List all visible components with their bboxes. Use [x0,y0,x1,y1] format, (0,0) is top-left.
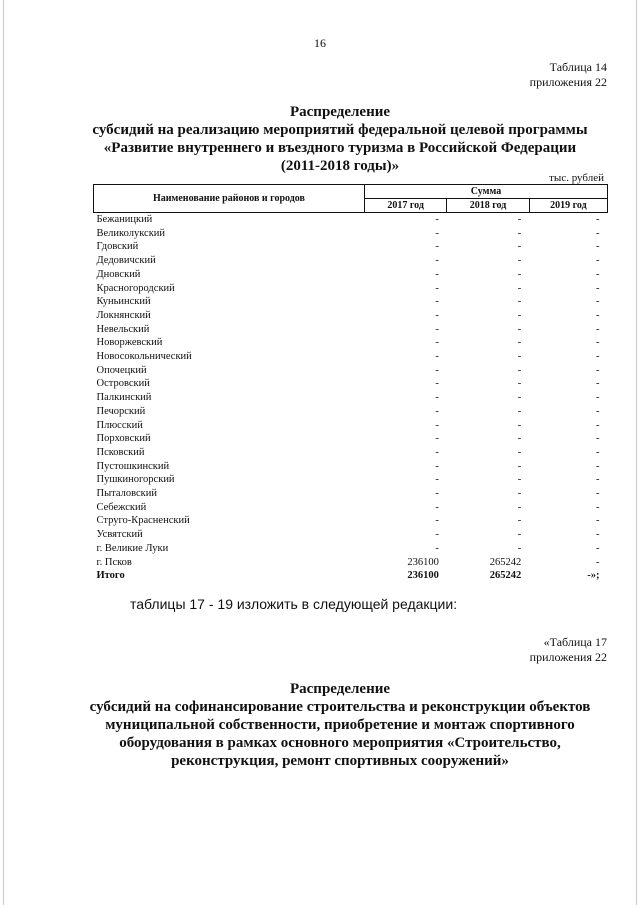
subsidy-table [93,184,608,583]
amount-cell-2019: - [596,501,600,513]
amount-cell-2017: - [435,296,439,308]
amount-cell-2018: - [517,323,522,335]
table-row [94,336,608,350]
table-row [94,419,608,433]
left-scan-margin [3,0,4,905]
district-name-cell: Новоржевский [96,337,163,349]
table14-label: Таблица 14 [549,60,607,74]
amount-cell-2017: - [435,515,439,527]
amount-cell-2017: - [435,488,439,500]
amount-cell-2019: - [596,337,600,349]
district-name-cell: Пыталовский [96,488,157,500]
district-name-cell: Островский [96,378,150,390]
amount-cell-2017: - [435,542,439,554]
amount-cell-2019: - [596,460,600,472]
amount-cell-2017: 236100 [407,570,439,582]
title2-line3: муниципальной собственности, приобретение и монтаж спортивного [105,717,575,733]
amount-cell-2019: - [596,351,600,363]
header-name: Наименование районов и городов [94,185,365,213]
amount-cell-2018: - [517,351,522,363]
amount-cell-2017: - [435,268,439,280]
title1-line3: «Развитие внутреннего и въездного туризма в Российской Федерации [103,140,577,156]
amount-cell-2019: - [596,419,600,431]
table-row [94,542,608,556]
table-row [94,282,608,296]
table17-appendix: приложения 22 [529,650,607,664]
amount-cell-2018: - [517,214,522,225]
amount-cell-2018: - [517,474,522,486]
amount-cell-2017: - [435,419,439,431]
table-row [94,391,608,405]
amount-cell-2017: 236100 [407,556,439,568]
amount-cell-2019: - [596,529,600,541]
table-row [94,268,608,282]
table17-title [40,680,640,770]
district-name-cell: Опочецкий [96,364,147,376]
amount-cell-2017: - [435,309,439,321]
header-year-2018: 2018 год [447,199,529,213]
table-row [94,377,608,391]
table14-appendix: приложения 22 [529,75,607,89]
amount-cell-2019: - [596,364,600,376]
amount-cell-2017: - [435,364,439,376]
amount-cell-2018: - [517,515,522,527]
amount-cell-2018: 265242 [489,556,522,568]
amount-cell-2017: - [435,351,439,363]
amount-cell-2018: - [517,542,522,554]
district-name-cell: Бежаницкий [96,214,153,225]
amount-cell-2017: - [435,529,439,541]
units-label: тыс. рублей [549,172,604,184]
table17-reference [530,635,607,665]
table14-reference [530,60,607,90]
district-name-cell: Плюсский [96,419,143,431]
table-row [94,446,608,460]
amount-cell-2018: 265242 [489,570,522,582]
amount-cell-2017: - [435,214,439,225]
amount-cell-2017: - [435,337,439,349]
table-row [94,350,608,364]
amount-cell-2018: - [517,419,522,431]
district-name-cell: Дедовичский [96,255,156,267]
table-row [94,309,608,323]
amount-cell-2019: - [596,227,600,239]
table-row [94,514,608,528]
amount-cell-2017: - [435,474,439,486]
table-total-row [94,569,608,583]
amount-cell-2019: - [596,542,600,554]
table-row [94,323,608,337]
amount-cell-2018: - [517,501,522,513]
title2-line2: субсидий на софинансирование строительства и реконструкции объектов [89,699,591,715]
table-row [94,556,608,570]
district-name-cell: Итого [96,570,125,582]
amount-cell-2017: - [435,378,439,390]
amount-cell-2018: - [517,296,522,308]
amount-cell-2017: - [435,323,439,335]
amount-cell-2018: - [517,392,522,404]
title2-line5: реконструкция, ремонт спортивных сооружений» [171,753,509,769]
amount-cell-2017: - [435,282,439,294]
district-name-cell: Печорский [96,405,146,417]
title1-line2: субсидий на реализацию мероприятий федеральной целевой программы [92,122,588,138]
amount-cell-2019: - [596,556,600,568]
amount-cell-2019: -»; [587,570,600,582]
table-row [94,295,608,309]
table17-label: «Таблица 17 [543,635,607,649]
amount-cell-2019: - [596,255,600,267]
header-sum: Сумма [365,185,608,199]
amount-cell-2018: - [517,337,522,349]
header-year-2019: 2019 год [529,199,607,213]
amount-cell-2019: - [596,296,600,308]
title1-line4: (2011-2018 годы)» [280,158,400,174]
amount-cell-2018: - [517,378,522,390]
district-name-cell: Новосокольнический [96,351,192,363]
table-row [94,227,608,241]
amount-cell-2019: - [596,405,600,417]
title1-line1: Распределение [289,104,391,120]
table-row [94,460,608,474]
table-row [94,487,608,501]
district-name-cell: Палкинский [96,392,152,404]
district-name-cell: Струго-Красненский [96,515,190,527]
amount-cell-2019: - [596,433,600,445]
amount-cell-2019: - [596,446,600,458]
amount-cell-2018: - [517,241,522,253]
table14-title [40,103,640,175]
amount-cell-2017: - [435,433,439,445]
amount-cell-2018: - [517,446,522,458]
amount-cell-2019: - [596,392,600,404]
amount-cell-2019: - [596,282,600,294]
amount-cell-2017: - [435,460,439,472]
table-row [94,240,608,254]
amount-cell-2019: - [596,309,600,321]
instruction-text: таблицы 17 - 19 изложить в следующей редакции: [130,596,458,612]
amount-cell-2018: - [517,309,522,321]
district-name-cell: Пушкиногорский [96,474,175,486]
title2-line4: оборудования в рамках основного мероприятия «Строительство, [119,735,561,751]
table-row [94,528,608,542]
amount-cell-2017: - [435,241,439,253]
page-number: 16 [314,36,326,50]
amount-cell-2018: - [517,433,522,445]
amount-cell-2019: - [596,515,600,527]
district-name-cell: Усвятский [96,529,143,541]
amount-cell-2018: - [517,405,522,417]
amount-cell-2019: - [596,323,600,335]
district-name-cell: Дновский [96,268,141,280]
amount-cell-2017: - [435,392,439,404]
table-body [94,213,608,583]
district-name-cell: Невельский [96,323,150,335]
district-name-cell: Куньинский [96,296,151,308]
table-row [94,254,608,268]
amount-cell-2017: - [435,501,439,513]
amount-cell-2019: - [596,241,600,253]
amount-cell-2018: - [517,255,522,267]
amount-cell-2019: - [596,474,600,486]
amount-cell-2017: - [435,255,439,267]
amount-cell-2018: - [517,227,522,239]
district-name-cell: Гдовский [96,241,139,253]
table-header-row [94,185,608,199]
district-name-cell: Красногородский [96,282,175,294]
district-name-cell: Порховский [96,433,151,445]
table-row [94,432,608,446]
table-row [94,473,608,487]
header-year-2017: 2017 год [365,199,447,213]
amount-cell-2018: - [517,488,522,500]
table-row [94,364,608,378]
district-name-cell: Локнянский [96,309,151,321]
district-name-cell: г. Великие Луки [96,542,169,554]
amount-cell-2019: - [596,378,600,390]
amount-cell-2017: - [435,446,439,458]
district-name-cell: Пустошкинский [96,460,170,472]
title2-line1: Распределение [289,681,391,697]
amount-cell-2019: - [596,268,600,280]
district-name-cell: Псковский [96,446,145,458]
amount-cell-2018: - [517,268,522,280]
amount-cell-2017: - [435,227,439,239]
amount-cell-2018: - [517,364,522,376]
district-name-cell: Великолукский [96,227,166,239]
table-row [94,213,608,227]
amount-cell-2018: - [517,529,522,541]
amount-cell-2019: - [596,488,600,500]
amount-cell-2019: - [596,214,600,225]
district-name-cell: г. Псков [96,556,132,568]
amount-cell-2018: - [517,460,522,472]
amount-cell-2017: - [435,405,439,417]
district-name-cell: Себежский [96,501,147,513]
amount-cell-2018: - [517,282,522,294]
table-row [94,405,608,419]
table-row [94,501,608,515]
